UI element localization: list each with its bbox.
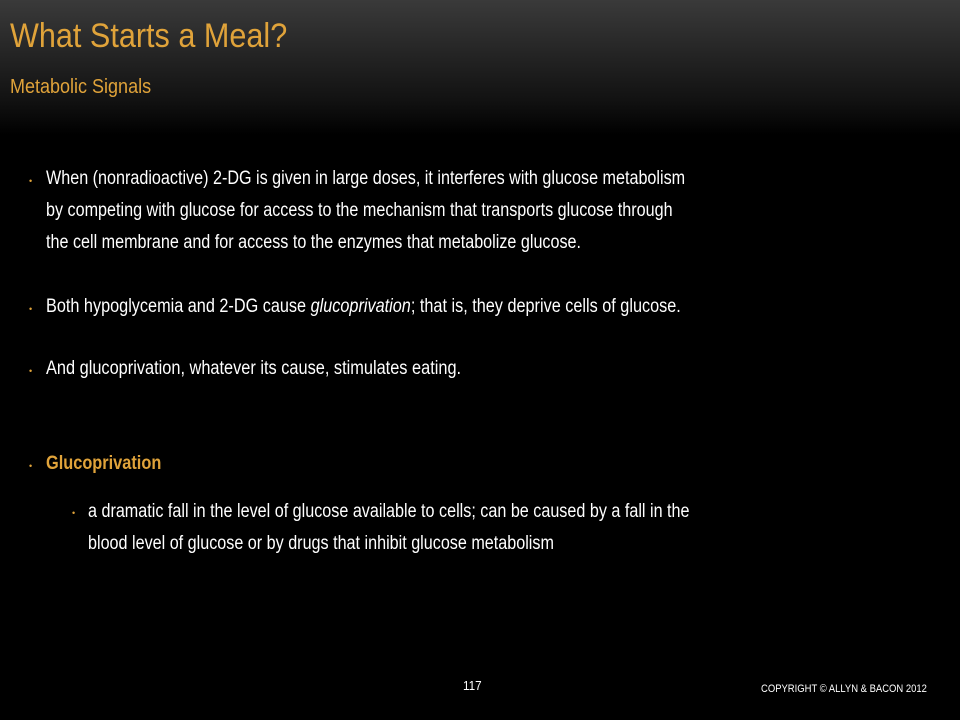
page-number: 117 <box>463 678 482 693</box>
bullet-2-after: ; that is, they deprive cells of glucose. <box>410 296 681 317</box>
sub-bullet-icon: • <box>72 508 76 518</box>
bullet-icon: • <box>29 176 33 186</box>
definition-line-1: a dramatic fall in the level of glucose available to cells; can be caused by a fall in the <box>88 501 690 522</box>
glucoprivation-heading: Glucoprivation <box>46 453 162 474</box>
bullet-icon: • <box>29 366 33 376</box>
slide-title: What Starts a Meal? <box>10 17 288 55</box>
bullet-3-text: And glucoprivation, whatever its cause, stimulates eating. <box>46 358 462 379</box>
bullet-2-before: Both hypoglycemia and 2-DG cause <box>46 296 311 317</box>
bullet-2-italic-term: glucoprivation <box>310 296 411 317</box>
bullet-1-text <box>46 163 685 259</box>
bullet-1-line-1: When (nonradioactive) 2-DG is given in large doses, it interferes with glucose metabolism <box>46 168 686 189</box>
bullet-2-text <box>46 291 681 323</box>
bullet-icon: • <box>29 304 33 314</box>
copyright-notice: COPYRIGHT © ALLYN & BACON 2012 <box>761 683 927 695</box>
bullet-icon: • <box>29 461 33 471</box>
bullet-1-line-3: the cell membrane and for access to the enzymes that metabolize glucose. <box>46 232 582 253</box>
definition-line-2: blood level of glucose or by drugs that inhibit glucose metabolism <box>88 533 554 554</box>
slide-subtitle: Metabolic Signals <box>10 76 152 98</box>
bullet-1-line-2: by competing with glucose for access to the mechanism that transports glucose through <box>46 200 673 221</box>
glucoprivation-definition <box>88 496 689 560</box>
